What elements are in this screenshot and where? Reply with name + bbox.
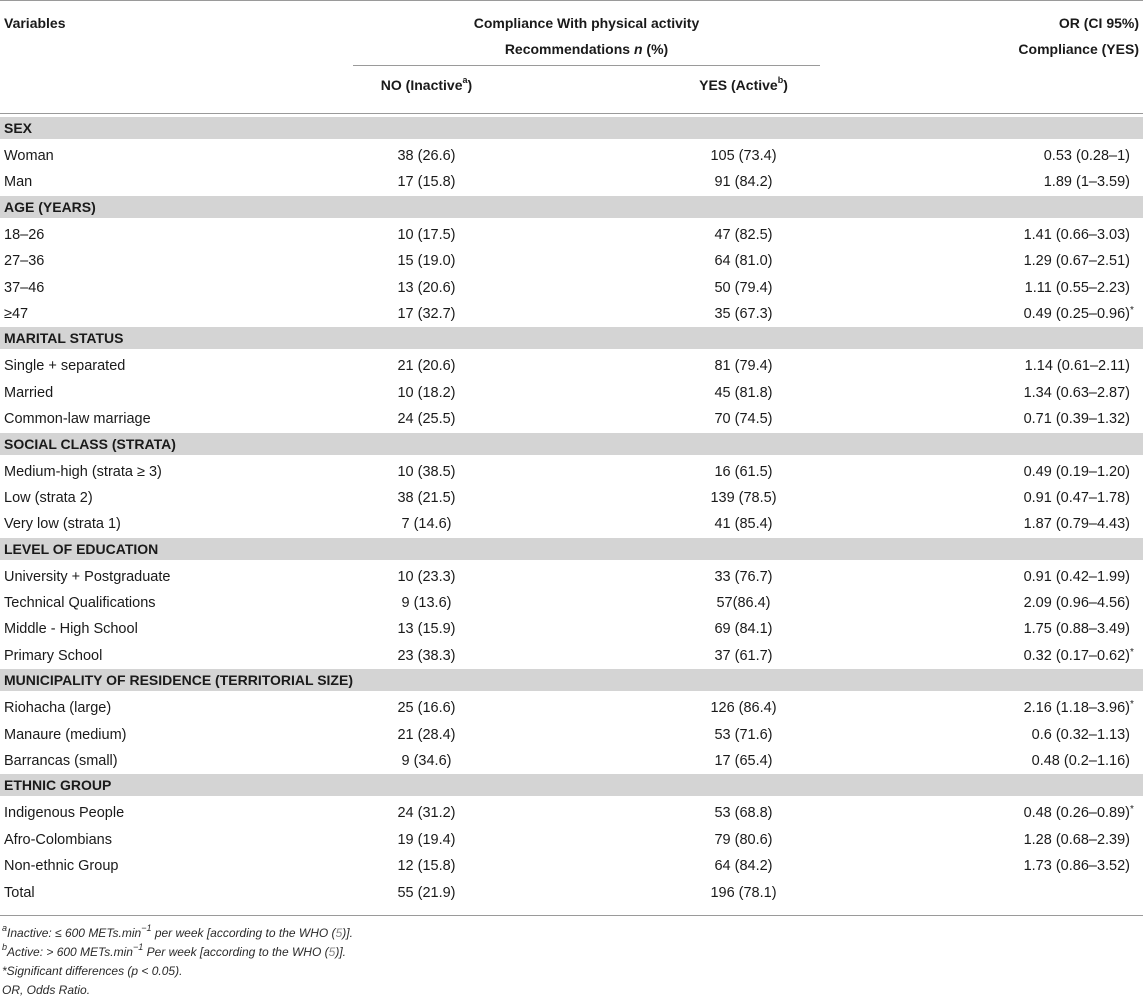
cell-variable: Manaure (medium) <box>4 726 127 743</box>
cell-variable: ≥47 <box>4 305 29 322</box>
table-row <box>0 722 1143 748</box>
cell-variable: Common-law marriage <box>4 411 151 428</box>
header-group-line1: Compliance With physical activity <box>473 15 700 31</box>
cell-odds-ratio: 0.49 (0.19–1.20) <box>1023 463 1130 480</box>
cell-no-inactive: 12 (15.8) <box>397 858 456 875</box>
cell-no-inactive: 13 (15.9) <box>397 621 456 638</box>
footnote-a: $^a$Inactive: ≤ 600 $METs.\min^{-1}$ per week [according to the WHO (5)]. <box>2 923 353 940</box>
top-rule <box>0 0 1143 1</box>
cell-no-inactive: 9 (34.6) <box>401 753 452 770</box>
table-row <box>0 511 1143 537</box>
cell-variable: Middle - High School <box>4 621 138 638</box>
cell-yes-active: 16 (61.5) <box>714 463 773 480</box>
reference-link[interactable]: 5 <box>328 945 336 959</box>
cell-yes-active: 105 (73.4) <box>710 148 777 164</box>
table-row <box>0 301 1143 327</box>
table-row <box>0 880 1143 906</box>
cell-odds-ratio: 1.14 (0.61–2.11) <box>1024 358 1130 375</box>
cell-no-inactive: 15 (19.0) <box>397 253 456 270</box>
header-variables: Variables <box>4 15 66 31</box>
cell-yes-active: 50 (79.4) <box>714 279 773 296</box>
header-group-underline <box>353 65 820 66</box>
table-row <box>0 459 1143 485</box>
cell-odds-ratio: 1.75 (0.88–3.49) <box>1023 621 1130 638</box>
table-row <box>0 564 1143 590</box>
header-or-line2: Compliance (YES) <box>1018 41 1139 57</box>
cell-odds-ratio: 0.48 (0.2–1.16) <box>1031 753 1130 770</box>
table-row <box>0 380 1143 406</box>
section-header: ETHNIC GROUP <box>0 774 1143 796</box>
cell-no-inactive: 21 (28.4) <box>397 726 456 743</box>
cell-no-inactive: 10 (17.5) <box>397 226 456 243</box>
cell-odds-ratio: 1.11 (0.55–2.23) <box>1024 279 1130 296</box>
cell-variable: Single + separated <box>4 358 126 375</box>
cell-odds-ratio: 0.91 (0.47–1.78) <box>1023 489 1130 506</box>
cell-no-inactive: 10 (18.2) <box>397 384 456 401</box>
cell-variable: Married <box>4 384 54 401</box>
header-compliance-group <box>353 13 820 59</box>
section-header: MUNICIPALITY OF RESIDENCE (TERRITORIAL SIZE) <box>0 669 1143 691</box>
cell-odds-ratio: 1.73 (0.86–3.52) <box>1023 858 1130 875</box>
cell-variable: Non-ethnic Group <box>4 858 119 875</box>
cell-yes-active: 33 (76.7) <box>714 568 773 585</box>
table-row <box>0 827 1143 853</box>
cell-no-inactive: 25 (16.6) <box>397 700 456 717</box>
cell-yes-active: 45 (81.8) <box>714 384 773 401</box>
cell-yes-active: 64 (84.2) <box>714 858 773 875</box>
cell-yes-active: 70 (74.5) <box>714 411 773 428</box>
cell-yes-active: 41 (85.4) <box>714 516 773 533</box>
cell-no-inactive: 17 (32.7) <box>397 305 456 322</box>
cell-yes-active: 139 (78.5) <box>710 489 777 506</box>
footnote-b: $^b$Active: > 600 $METs.\min^{-1}$ Per week [according to the WHO (5)]. <box>2 942 346 959</box>
cell-variable: 27–36 <box>4 253 45 270</box>
cell-odds-ratio: 1.87 (0.79–4.43) <box>1023 516 1130 533</box>
cell-variable: Medium-high (strata ≥ 3) <box>4 463 162 480</box>
table-row <box>0 353 1143 379</box>
table-row <box>0 800 1143 826</box>
cell-variable: University + Postgraduate <box>4 568 171 585</box>
cell-yes-active: 53 (71.6) <box>714 726 773 743</box>
cell-no-inactive: 17 (15.8) <box>397 174 456 191</box>
table-row <box>0 643 1143 669</box>
cell-no-inactive: 7 (14.6) <box>401 516 452 533</box>
cell-no-inactive: 24 (31.2) <box>397 805 456 822</box>
table-row <box>0 695 1143 721</box>
footnote-odds-ratio: OR, Odds Ratio. <box>2 983 91 997</box>
cell-no-inactive: 9 (13.6) <box>401 595 452 612</box>
cell-variable: Primary School <box>4 647 103 664</box>
cell-yes-active: 53 (68.8) <box>714 805 773 822</box>
cell-yes-active: 81 (79.4) <box>714 358 773 375</box>
cell-yes-active: 91 (84.2) <box>714 174 773 191</box>
table-row <box>0 616 1143 642</box>
cell-no-inactive: 38 (26.6) <box>397 148 456 164</box>
table-row <box>0 853 1143 879</box>
cell-variable: Man <box>4 174 33 191</box>
cell-variable: Riohacha (large) <box>4 700 112 717</box>
table-row <box>0 275 1143 301</box>
cell-variable: Afro-Colombians <box>4 831 112 848</box>
cell-no-inactive: 21 (20.6) <box>397 358 456 375</box>
table-row <box>0 406 1143 432</box>
cell-no-inactive: 10 (38.5) <box>397 463 456 480</box>
section-header: SOCIAL CLASS (STRATA) <box>0 433 1143 455</box>
header-odds-ratio <box>1018 13 1139 59</box>
table-row <box>0 485 1143 511</box>
cell-odds-ratio: 1.28 (0.68–2.39) <box>1023 831 1130 848</box>
cell-yes-active: 17 (65.4) <box>714 753 773 770</box>
cell-yes-active: 69 (84.1) <box>714 621 773 638</box>
cell-odds-ratio: 2.09 (0.96–4.56) <box>1023 595 1130 612</box>
header-yes-active: YES (Active$^b$) <box>699 75 788 93</box>
header-or-line1: OR (CI 95%) <box>1058 15 1139 31</box>
cell-no-inactive: 23 (38.3) <box>397 647 456 664</box>
cell-variable: Technical Qualifications <box>4 595 156 612</box>
cell-odds-ratio: 0.48 (0.26–0.89) * <box>1024 800 1130 826</box>
section-header: AGE (YEARS) <box>0 196 1143 218</box>
significance-marker: * <box>1130 646 1134 658</box>
section-header: SEX <box>0 117 1143 139</box>
table-row <box>0 590 1143 616</box>
cell-odds-ratio: 0.53 (0.28–1) <box>1043 148 1130 164</box>
cell-no-inactive: 19 (19.4) <box>397 831 456 848</box>
footnote-significance: *Significant differences (p < 0.05). <box>2 964 183 978</box>
cell-odds-ratio: 1.29 (0.67–2.51) <box>1023 253 1130 270</box>
cell-odds-ratio: 1.41 (0.66–3.03) <box>1023 226 1130 243</box>
table-row <box>0 222 1143 248</box>
cell-no-inactive: 24 (25.5) <box>397 411 456 428</box>
cell-yes-active: 57(86.4) <box>716 595 771 612</box>
header-rule <box>0 113 1143 114</box>
cell-odds-ratio: 0.91 (0.42–1.99) <box>1023 568 1130 585</box>
reference-link[interactable]: 5 <box>335 926 343 940</box>
table-row <box>0 143 1143 169</box>
cell-variable: Total <box>4 884 35 901</box>
table-body <box>0 117 1143 906</box>
section-header: MARITAL STATUS <box>0 327 1143 349</box>
significance-marker: * <box>1130 304 1134 316</box>
cell-no-inactive: 38 (21.5) <box>397 489 456 506</box>
cell-no-inactive: 13 (20.6) <box>397 279 456 296</box>
significance-marker: * <box>1130 804 1134 816</box>
table-row <box>0 248 1143 274</box>
cell-variable: 37–46 <box>4 279 45 296</box>
table-row <box>0 169 1143 195</box>
cell-variable: Barrancas (small) <box>4 753 118 770</box>
cell-odds-ratio: 1.89 (1–3.59) <box>1043 174 1130 191</box>
cell-yes-active: 37 (61.7) <box>714 647 773 664</box>
cell-no-inactive: 55 (21.9) <box>397 884 456 901</box>
cell-odds-ratio: 0.32 (0.17–0.62) * <box>1024 643 1130 669</box>
cell-yes-active: 79 (80.6) <box>714 831 773 848</box>
cell-odds-ratio: 0.71 (0.39–1.32) <box>1023 411 1130 428</box>
cell-variable: Indigenous People <box>4 805 125 822</box>
header-group-line2: Recommendations n (%) <box>504 41 669 57</box>
cell-variable: Woman <box>4 148 54 164</box>
cell-yes-active: 35 (67.3) <box>714 305 773 322</box>
cell-odds-ratio: 1.34 (0.63–2.87) <box>1023 384 1130 401</box>
cell-odds-ratio: 0.49 (0.25–0.96) * <box>1024 301 1130 327</box>
cell-yes-active: 126 (86.4) <box>710 700 777 717</box>
cell-variable: Very low (strata 1) <box>4 516 121 533</box>
cell-yes-active: 64 (81.0) <box>714 253 773 270</box>
bottom-rule <box>0 915 1143 916</box>
footnotes <box>2 924 353 1000</box>
cell-odds-ratio: 2.16 (1.18–3.96) * <box>1024 695 1130 721</box>
table-row <box>0 748 1143 774</box>
cell-no-inactive: 10 (23.3) <box>397 568 456 585</box>
section-header: LEVEL OF EDUCATION <box>0 538 1143 560</box>
cell-yes-active: 196 (78.1) <box>710 884 777 901</box>
cell-variable: Low (strata 2) <box>4 489 93 506</box>
cell-odds-ratio: 0.6 (0.32–1.13) <box>1031 726 1130 743</box>
header-no-inactive: NO (Inactive$^a$) <box>380 75 473 93</box>
cell-yes-active: 47 (82.5) <box>714 226 773 243</box>
significance-marker: * <box>1130 699 1134 711</box>
cell-variable: 18–26 <box>4 226 45 243</box>
